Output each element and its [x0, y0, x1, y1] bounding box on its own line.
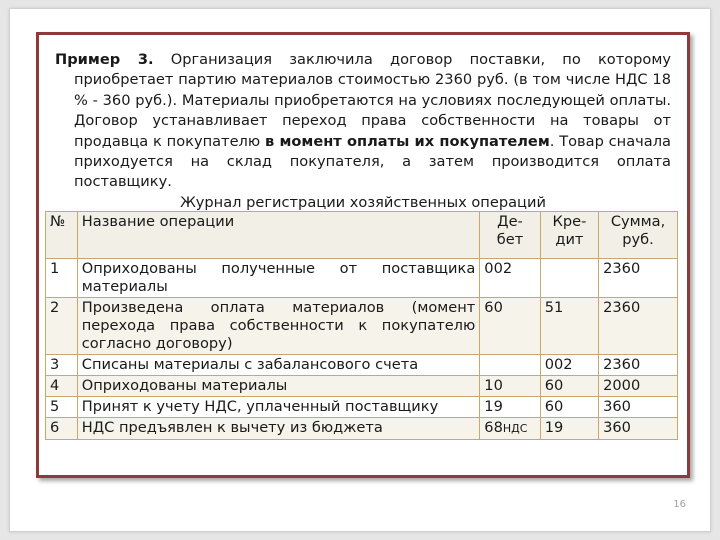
row-num: 4 — [46, 376, 78, 397]
header-credit: Кре- дит — [540, 212, 598, 259]
row-sum: 2360 — [599, 355, 678, 376]
row-debit-value: 68 — [484, 419, 503, 436]
row-num: 3 — [46, 355, 78, 376]
row-num: 1 — [46, 259, 78, 298]
row-name: Произведена оплата материалов (момент перехода права собственности к покупателю согласно договору) — [77, 298, 480, 355]
row-name: Списаны материалы с забалансового счета — [77, 355, 480, 376]
table-row — [46, 397, 678, 418]
row-sum: 2000 — [599, 376, 678, 397]
table-row — [46, 418, 678, 440]
row-num: 5 — [46, 397, 78, 418]
row-sum: 360 — [599, 397, 678, 418]
row-debit: 60 — [480, 298, 540, 355]
row-name: НДС предъявлен к вычету из бюджета — [77, 418, 480, 440]
header-debit: Де- бет — [480, 212, 540, 259]
example-text-part-2: . Товар сначала приходуется на склад покупателя, а затем производится оплата поставщику. — [74, 132, 671, 191]
row-name: Принят к учету НДС, уплаченный поставщику — [77, 397, 480, 418]
page-number: 16 — [673, 499, 686, 510]
example-text — [55, 50, 671, 213]
row-credit: 51 — [540, 298, 598, 355]
header-name: Название операции — [77, 212, 480, 259]
row-sum: 360 — [599, 418, 678, 440]
row-credit: 002 — [540, 355, 598, 376]
row-sum: 2360 — [599, 259, 678, 298]
example-lead: Пример 3. — [55, 51, 154, 68]
example-text-part-1: Организация заключила договор поставки, по которому приобретает партию материалов стоимостью 2360 руб. (в том числе НДС 18 % - 360 руб.). Материалы приобретаются на условиях последующей оплаты. Договор устанавливает переход права собственности на товары от продавца к покупателю — [74, 51, 671, 150]
row-debit-subaccount: НДС — [502, 422, 528, 435]
row-credit: 19 — [540, 418, 598, 440]
example-paragraph — [55, 50, 671, 193]
row-sum: 2360 — [599, 298, 678, 355]
row-debit: 002 — [480, 259, 540, 298]
row-debit — [480, 418, 540, 440]
journal-title: Журнал регистрации хозяйственных операций — [180, 193, 546, 211]
row-credit — [540, 259, 598, 298]
table-row — [46, 298, 678, 355]
row-name: Оприходованы полученные от поставщика материалы — [77, 259, 480, 298]
table-row — [46, 376, 678, 397]
row-debit — [480, 355, 540, 376]
row-num: 6 — [46, 418, 78, 440]
row-num: 2 — [46, 298, 78, 355]
row-credit: 60 — [540, 397, 598, 418]
table-row — [46, 259, 678, 298]
header-num: № — [46, 212, 78, 259]
row-debit: 10 — [480, 376, 540, 397]
header-sum: Сумма, руб. — [599, 212, 678, 259]
row-name: Оприходованы материалы — [77, 376, 480, 397]
table-row — [46, 355, 678, 376]
journal-header-row — [46, 212, 678, 259]
row-debit: 19 — [480, 397, 540, 418]
row-credit: 60 — [540, 376, 598, 397]
journal-table — [45, 211, 678, 440]
example-bold-text: в момент оплаты их покупателем — [264, 132, 550, 150]
